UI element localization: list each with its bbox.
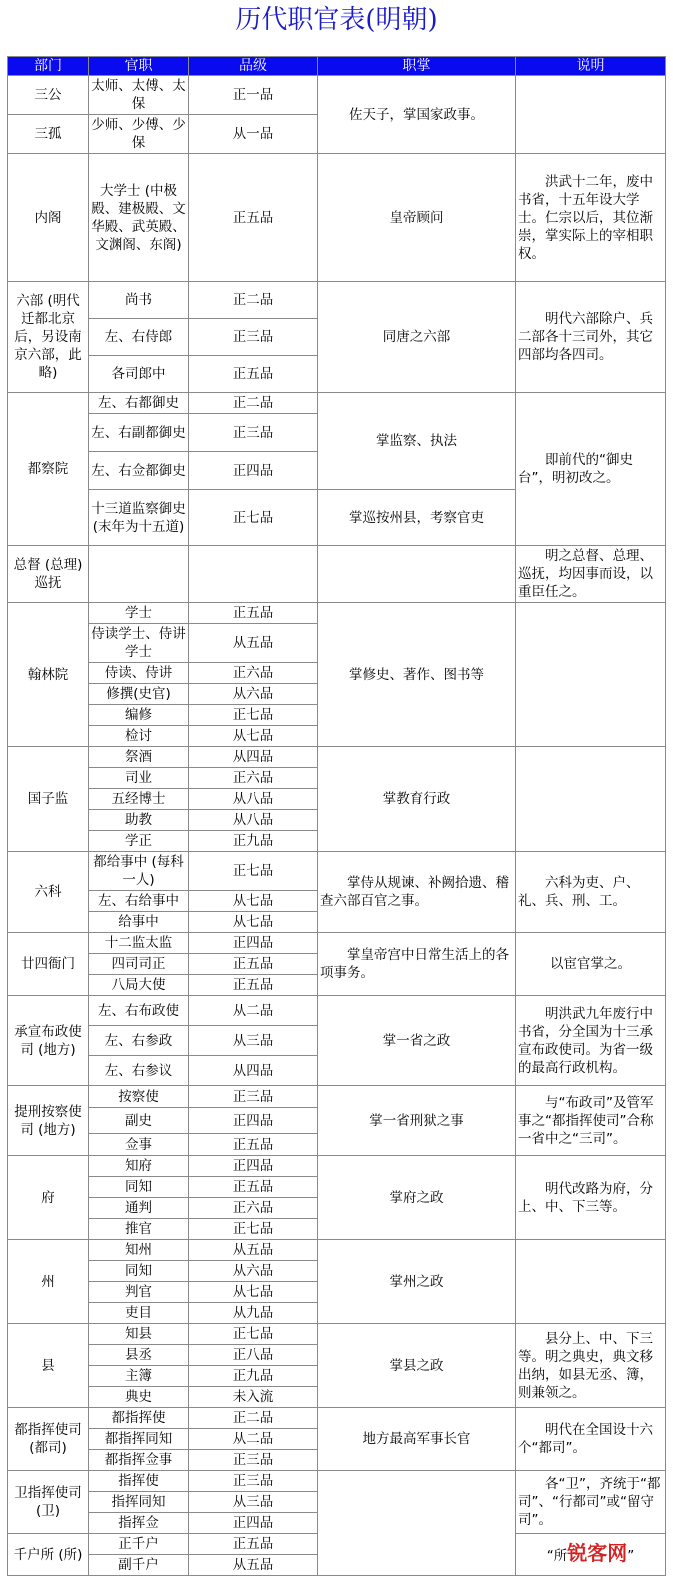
- duty-cell: 皇帝顾问: [318, 154, 516, 282]
- note-cell: 六科为吏、户、礼、兵、刑、工。: [516, 852, 666, 933]
- rank-cell: 正五品: [189, 356, 318, 393]
- duty-cell: 地方最高军事长官: [318, 1408, 516, 1471]
- post-cell: 编修: [89, 705, 189, 726]
- post-cell: 推官: [89, 1219, 189, 1240]
- dept-cell: 都指挥使司 (都司): [8, 1408, 89, 1471]
- post-cell: 侍读、侍讲: [89, 663, 189, 684]
- rank-cell: 正四品: [189, 452, 318, 490]
- post-cell: 左、右侍郎: [89, 319, 189, 356]
- dept-cell: 国子监: [8, 747, 89, 852]
- rank-cell: 正九品: [189, 1366, 318, 1387]
- table-row: [8, 393, 666, 414]
- post-cell: 学士: [89, 603, 189, 624]
- post-cell: 判官: [89, 1282, 189, 1303]
- table-row: [8, 282, 666, 319]
- post-cell: 同知: [89, 1177, 189, 1198]
- rank-cell: 正五品: [189, 154, 318, 282]
- dept-cell: 翰林院: [8, 603, 89, 747]
- header-dept: 部门: [8, 57, 89, 76]
- note-cell: 县分上、中、下三等。明之典史，典文移出纳，如县无丞、簿，则兼领之。: [516, 1324, 666, 1408]
- dept-cell: 承宣布政使司 (地方): [8, 996, 89, 1086]
- rank-cell: 正六品: [189, 1198, 318, 1219]
- note-cell: [516, 603, 666, 747]
- dept-cell: 总督 (总理) 巡抚: [8, 546, 89, 603]
- post-cell: 侍读学士、侍讲学士: [89, 624, 189, 663]
- note-cell: 明代在全国设十六个“都司”。: [516, 1408, 666, 1471]
- post-cell: 司业: [89, 768, 189, 789]
- post-cell: 太师、太傅、太保: [89, 76, 189, 115]
- rank-cell: 从八品: [189, 789, 318, 810]
- post-cell: 八局大使: [89, 975, 189, 996]
- rank-cell: 从四品: [189, 747, 318, 768]
- post-cell: 主簿: [89, 1366, 189, 1387]
- rank-cell: 从二品: [189, 1429, 318, 1450]
- rank-cell: 正九品: [189, 831, 318, 852]
- post-cell: 佥事: [89, 1134, 189, 1156]
- post-cell: 知县: [89, 1324, 189, 1345]
- rank-cell: 从三品: [189, 1026, 318, 1056]
- rank-cell: 正五品: [189, 1534, 318, 1555]
- post-cell: 检讨: [89, 726, 189, 747]
- post-cell: 尚书: [89, 282, 189, 319]
- duty-cell: 掌巡按州县，考察官吏: [318, 490, 516, 546]
- rank-cell: 从五品: [189, 624, 318, 663]
- note-cell: 各“卫”，齐统于“都司”、“行都司”或“留守司”。: [516, 1471, 666, 1534]
- table-row: [8, 1324, 666, 1345]
- rank-cell: 从一品: [189, 115, 318, 154]
- note-cell: 即前代的“御史台”，明初改之。: [516, 393, 666, 546]
- rank-cell: 正七品: [189, 852, 318, 891]
- rank-cell: 从七品: [189, 891, 318, 912]
- table-row: [8, 747, 666, 768]
- rank-cell: 正五品: [189, 1134, 318, 1156]
- rank-cell: 正三品: [189, 414, 318, 452]
- rank-cell: 正三品: [189, 1450, 318, 1471]
- duty-cell: 同唐之六部: [318, 282, 516, 393]
- duty-cell: 掌一省刑狱之事: [318, 1086, 516, 1156]
- table-row: [8, 1156, 666, 1177]
- dept-cell: 州: [8, 1240, 89, 1324]
- rank-cell: 正二品: [189, 282, 318, 319]
- dept-cell: 都察院: [8, 393, 89, 546]
- duty-cell: 掌一省之政: [318, 996, 516, 1086]
- note-cell: 明洪武九年废行中书省，分全国为十三承宣布政使司。为省一级的最高行政机构。: [516, 996, 666, 1086]
- post-cell: 典史: [89, 1387, 189, 1408]
- post-cell: 按察使: [89, 1086, 189, 1108]
- post-cell: 指挥佥: [89, 1513, 189, 1534]
- post-cell: 副千户: [89, 1555, 189, 1576]
- duty-cell: 掌教育行政: [318, 747, 516, 852]
- post-cell: 少师、少傅、少保: [89, 115, 189, 154]
- rank-cell: 从五品: [189, 1240, 318, 1261]
- post-cell: 五经博士: [89, 789, 189, 810]
- dept-cell: 府: [8, 1156, 89, 1240]
- rank-cell: 正一品: [189, 76, 318, 115]
- rank-cell: 正二品: [189, 1408, 318, 1429]
- dept-cell: 三孤: [8, 115, 89, 154]
- header-rank: 品级: [189, 57, 318, 76]
- post-cell: 通判: [89, 1198, 189, 1219]
- rank-cell: 正五品: [189, 975, 318, 996]
- table-row: [8, 933, 666, 954]
- duty-cell: 掌县之政: [318, 1324, 516, 1408]
- rank-cell: 未入流: [189, 1387, 318, 1408]
- post-cell: 指挥使: [89, 1471, 189, 1492]
- rank-cell: 从二品: [189, 996, 318, 1026]
- table-row: [8, 1086, 666, 1108]
- post-cell: [89, 546, 189, 603]
- note-cell: [516, 747, 666, 852]
- rank-cell: 从六品: [189, 1261, 318, 1282]
- post-cell: 各司郎中: [89, 356, 189, 393]
- official-table: [7, 56, 666, 1576]
- post-cell: 正千户: [89, 1534, 189, 1555]
- post-cell: 四司司正: [89, 954, 189, 975]
- post-cell: 助教: [89, 810, 189, 831]
- post-cell: 吏目: [89, 1303, 189, 1324]
- watermark-logo: 锐客网: [567, 1541, 628, 1565]
- post-cell: 给事中: [89, 912, 189, 933]
- table-row: [8, 852, 666, 891]
- rank-cell: 从八品: [189, 810, 318, 831]
- table-row: [8, 1240, 666, 1261]
- dept-cell: 千户所 (所): [8, 1534, 89, 1576]
- post-cell: 十二监太监: [89, 933, 189, 954]
- post-cell: 左、右给事中: [89, 891, 189, 912]
- duty-cell: [318, 546, 516, 603]
- rank-cell: 正三品: [189, 1086, 318, 1108]
- duty-cell: 掌州之政: [318, 1240, 516, 1324]
- note-cell: 以宦官掌之。: [516, 933, 666, 996]
- rank-cell: 正四品: [189, 933, 318, 954]
- post-cell: 县丞: [89, 1345, 189, 1366]
- post-cell: 修撰(史官): [89, 684, 189, 705]
- header-note: 说明: [516, 57, 666, 76]
- post-cell: 同知: [89, 1261, 189, 1282]
- table-row: [8, 1408, 666, 1429]
- note-cell: [516, 1240, 666, 1324]
- rank-cell: 从四品: [189, 1056, 318, 1086]
- rank-cell: 正七品: [189, 1219, 318, 1240]
- duty-cell: [318, 1471, 516, 1576]
- rank-cell: 正七品: [189, 490, 318, 546]
- table-row: [8, 996, 666, 1026]
- post-cell: 副史: [89, 1108, 189, 1134]
- table-row: [8, 154, 666, 282]
- rank-cell: 正四品: [189, 1156, 318, 1177]
- rank-cell: 正三品: [189, 319, 318, 356]
- duty-cell: 佐天子，掌国家政事。: [318, 76, 516, 154]
- rank-cell: 正二品: [189, 393, 318, 414]
- duty-cell: 掌府之政: [318, 1156, 516, 1240]
- dept-cell: 六部 (明代迁都北京后，另设南京六部，此略): [8, 282, 89, 393]
- rank-cell: 正八品: [189, 1345, 318, 1366]
- rank-cell: 从三品: [189, 1492, 318, 1513]
- post-cell: 学正: [89, 831, 189, 852]
- rank-cell: 正七品: [189, 705, 318, 726]
- page-title: 历代职官表(明朝): [235, 5, 438, 35]
- rank-cell: 正五品: [189, 1177, 318, 1198]
- dept-cell: 提刑按察使司 (地方): [8, 1086, 89, 1156]
- rank-cell: 正五品: [189, 954, 318, 975]
- note-cell: 明代六部除户、兵二部各十三司外，其它四部均各四司。: [516, 282, 666, 393]
- post-cell: 都指挥佥事: [89, 1450, 189, 1471]
- post-cell: 知府: [89, 1156, 189, 1177]
- rank-cell: 从七品: [189, 912, 318, 933]
- duty-cell: 掌侍从规谏、补阙拾遗、稽查六部百官之事。: [318, 852, 516, 933]
- rank-cell: 正五品: [189, 603, 318, 624]
- rank-cell: 正三品: [189, 1471, 318, 1492]
- dept-cell: 卫指挥使司 (卫): [8, 1471, 89, 1534]
- rank-cell: 从七品: [189, 726, 318, 747]
- header-duty: 职掌: [318, 57, 516, 76]
- post-cell: 左、右布政使: [89, 996, 189, 1026]
- post-cell: 都指挥同知: [89, 1429, 189, 1450]
- rank-cell: 从五品: [189, 1555, 318, 1576]
- rank-cell: 正七品: [189, 1324, 318, 1345]
- note-cell: 明代改路为府，分上、中、下三等。: [516, 1156, 666, 1240]
- post-cell: 左、右佥都御史: [89, 452, 189, 490]
- note-cell: [516, 76, 666, 154]
- table-row: [8, 546, 666, 603]
- dept-cell: 县: [8, 1324, 89, 1408]
- dept-cell: 内阁: [8, 154, 89, 282]
- note-cell: 洪武十二年，废中书省，十五年设大学士。仁宗以后，其位渐崇，掌实际上的宰相职权。: [516, 154, 666, 282]
- post-cell: 都给事中 (每科一人): [89, 852, 189, 891]
- dept-cell: 三公: [8, 76, 89, 115]
- rank-cell: 从九品: [189, 1303, 318, 1324]
- table-row: [8, 603, 666, 624]
- rank-cell: 正六品: [189, 663, 318, 684]
- post-cell: 左、右参政: [89, 1026, 189, 1056]
- rank-cell: [189, 546, 318, 603]
- duty-cell: 掌监察、执法: [318, 393, 516, 490]
- duty-cell: 掌修史、著作、图书等: [318, 603, 516, 747]
- post-cell: 十三道监察御史(末年为十五道): [89, 490, 189, 546]
- header-post: 官职: [89, 57, 189, 76]
- note-cell: [516, 1534, 666, 1576]
- header-row: [8, 57, 666, 76]
- note-cell: 与“布政司”及管军事之“都指挥使司”合称一省中之“三司”。: [516, 1086, 666, 1156]
- note-text-end: ”: [627, 1548, 635, 1564]
- post-cell: 大学士 (中极殿、建极殿、文华殿、武英殿、文渊阁、东阁): [89, 154, 189, 282]
- post-cell: 左、右参议: [89, 1056, 189, 1086]
- post-cell: 都指挥使: [89, 1408, 189, 1429]
- post-cell: 左、右副都御史: [89, 414, 189, 452]
- duty-cell: 掌皇帝宫中日常生活上的各项事务。: [318, 933, 516, 996]
- dept-cell: 六科: [8, 852, 89, 933]
- post-cell: 祭酒: [89, 747, 189, 768]
- table-row: [8, 76, 666, 115]
- table-row: [8, 1471, 666, 1492]
- note-cell: 明之总督、总理、巡抚，均因事而设，以重臣任之。: [516, 546, 666, 603]
- dept-cell: 廿四衙门: [8, 933, 89, 996]
- post-cell: 知州: [89, 1240, 189, 1261]
- note-text: “所: [546, 1548, 568, 1564]
- post-cell: 指挥同知: [89, 1492, 189, 1513]
- post-cell: 左、右都御史: [89, 393, 189, 414]
- rank-cell: 从七品: [189, 1282, 318, 1303]
- rank-cell: 正四品: [189, 1513, 318, 1534]
- rank-cell: 从六品: [189, 684, 318, 705]
- rank-cell: 正四品: [189, 1108, 318, 1134]
- rank-cell: 正六品: [189, 768, 318, 789]
